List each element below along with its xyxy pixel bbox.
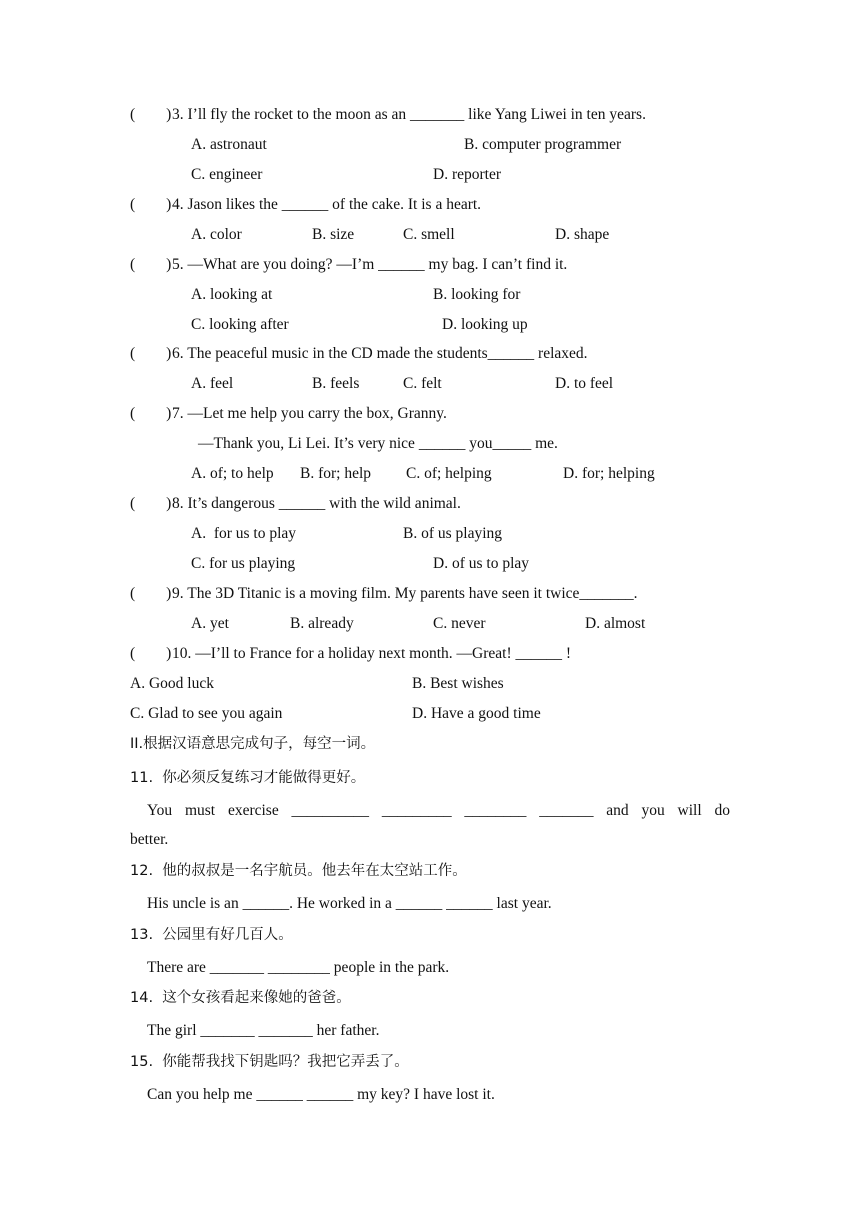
q10-option-b[interactable]: B. Best wishes	[412, 675, 504, 692]
item-14-chinese: 14. 这个女孩看起来像她的爸爸。	[130, 990, 351, 1006]
answer-blank-q10[interactable]: ( )	[130, 645, 172, 662]
answer-blank-q8[interactable]: ( )	[130, 495, 172, 512]
answer-blank[interactable]: _______	[539, 802, 594, 819]
q9-option-d[interactable]: D. almost	[585, 615, 646, 632]
q9-option-b[interactable]: B. already	[290, 615, 354, 632]
question-9-stem: 9. The 3D Titanic is a moving film. My parents have seen it twice_______.	[172, 585, 638, 602]
q4-option-d[interactable]: D. shape	[555, 226, 610, 243]
q7-option-c[interactable]: C. of; helping	[406, 465, 492, 482]
question-5-stem: 5. —What are you doing? —I’m ______ my bag. I can’t find it.	[172, 256, 568, 273]
item-15-chinese: 15. 你能帮我找下钥匙吗？我把它弄丢了。	[130, 1054, 409, 1070]
q4-option-a[interactable]: A. color	[191, 226, 242, 243]
q7-option-d[interactable]: D. for; helping	[563, 465, 655, 482]
word: and	[606, 802, 629, 819]
q5-option-b[interactable]: B. looking for	[433, 286, 521, 303]
word: You	[147, 802, 173, 819]
word: exercise	[227, 802, 279, 819]
question-8-stem: 8. It’s dangerous ______ with the wild animal.	[172, 495, 461, 512]
q8-option-d[interactable]: D. of us to play	[433, 555, 530, 572]
q7-option-a[interactable]: A. of; to help	[191, 465, 274, 482]
answer-blank-q3[interactable]: ( )	[130, 106, 172, 123]
q8-option-a[interactable]: A. for us to play	[191, 525, 297, 542]
q9-option-c[interactable]: C. never	[433, 615, 486, 632]
q6-option-c[interactable]: C. felt	[403, 375, 442, 392]
answer-blank[interactable]: _________	[381, 802, 452, 819]
q10-option-c[interactable]: C. Glad to see you again	[130, 705, 283, 722]
item-13-chinese: 13. 公园里有好几百人。	[130, 927, 293, 943]
answer-blank-q7[interactable]: ( )	[130, 405, 172, 422]
question-7-stem: 7. —Let me help you carry the box, Granny.	[172, 405, 447, 422]
word: you	[641, 802, 665, 819]
item-14-english: The girl _______ _______ her father.	[147, 1022, 380, 1039]
question-4-stem: 4. Jason likes the ______ of the cake. It is a heart.	[172, 196, 482, 213]
q4-option-c[interactable]: C. smell	[403, 226, 455, 243]
item-11-english-line	[147, 801, 730, 821]
q3-option-c[interactable]: C. engineer	[191, 166, 263, 183]
q6-option-d[interactable]: D. to feel	[555, 375, 614, 392]
answer-blank-q9[interactable]: ( )	[130, 585, 172, 602]
answer-blank-q5[interactable]: ( )	[130, 256, 172, 273]
word: do	[714, 802, 730, 819]
q5-option-a[interactable]: A. looking at	[191, 286, 273, 303]
q7-option-b[interactable]: B. for; help	[300, 465, 372, 482]
q4-option-b[interactable]: B. size	[312, 226, 355, 243]
q3-option-d[interactable]: D. reporter	[433, 166, 501, 183]
question-7-stem-reply: —Thank you, Li Lei. It’s very nice ______ you_____ me.	[198, 435, 558, 452]
item-11-chinese: 11. 你必须反复练习才能做得更好。	[130, 770, 366, 786]
q6-option-a[interactable]: A. feel	[191, 375, 234, 392]
q6-option-b[interactable]: B. feels	[312, 375, 360, 392]
item-13-english: There are _______ ________ people in the park.	[147, 959, 450, 976]
answer-blank[interactable]: ________	[464, 802, 527, 819]
item-12-chinese: 12. 他的叔叔是一名宇航员。他去年在太空站工作。	[130, 863, 467, 879]
q8-option-b[interactable]: B. of us playing	[403, 525, 503, 542]
q10-option-a[interactable]: A. Good luck	[130, 675, 214, 692]
q9-option-a[interactable]: A. yet	[191, 615, 229, 632]
section-2-heading: II.根据汉语意思完成句子，每空一词。	[130, 736, 376, 752]
q5-option-c[interactable]: C. looking after	[191, 316, 289, 333]
q8-option-c[interactable]: C. for us playing	[191, 555, 296, 572]
question-6-stem: 6. The peaceful music in the CD made the students______ relaxed.	[172, 345, 588, 362]
word: will	[677, 802, 702, 819]
answer-blank[interactable]: __________	[291, 802, 370, 819]
answer-blank-q4[interactable]: ( )	[130, 196, 172, 213]
item-15-english: Can you help me ______ ______ my key? I have lost it.	[147, 1086, 495, 1103]
question-3-stem: 3. I’ll fly the rocket to the moon as an _______ like Yang Liwei in ten years.	[172, 106, 646, 123]
question-10-stem: 10. —I’ll to France for a holiday next month. —Great! ______ !	[172, 645, 572, 662]
item-12-english: His uncle is an ______. He worked in a ______ ______ last year.	[147, 895, 552, 912]
q3-option-a[interactable]: A. astronaut	[191, 136, 267, 153]
item-11-english-continuation: better.	[130, 831, 169, 848]
q5-option-d[interactable]: D. looking up	[442, 316, 528, 333]
word: must	[184, 802, 216, 819]
q10-option-d[interactable]: D. Have a good time	[412, 705, 541, 722]
answer-blank-q6[interactable]: ( )	[130, 345, 172, 362]
q3-option-b[interactable]: B. computer programmer	[464, 136, 622, 153]
